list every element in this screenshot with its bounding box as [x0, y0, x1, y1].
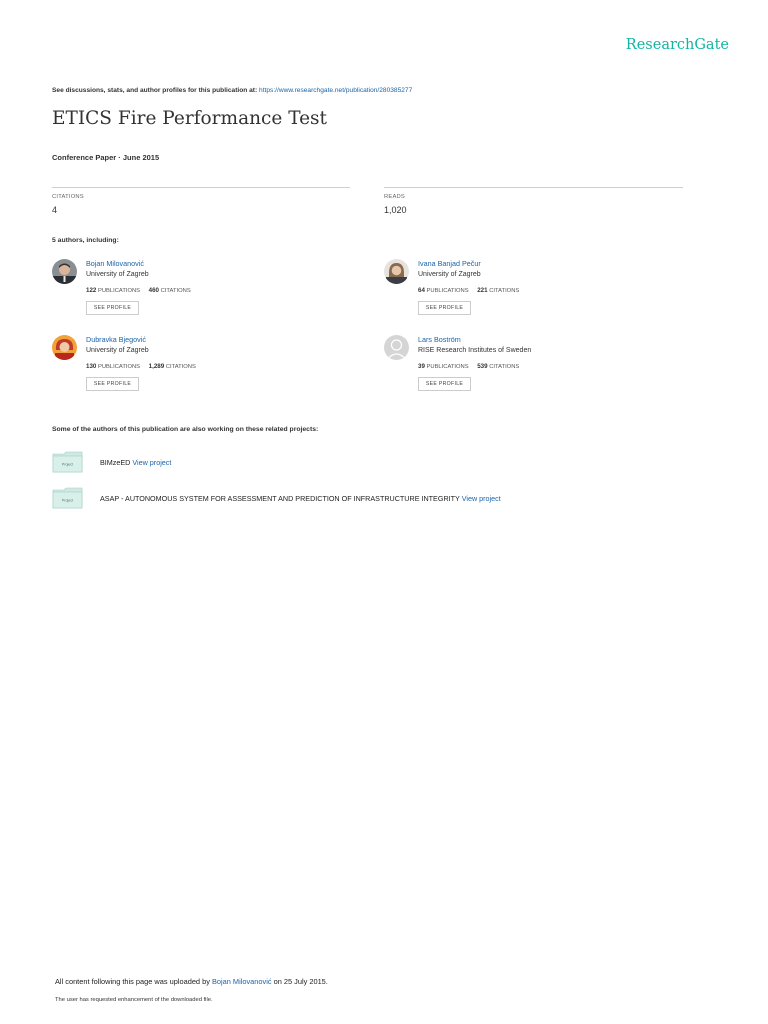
citations-count: 4: [52, 205, 58, 215]
researchgate-logo[interactable]: ResearchGate: [625, 37, 729, 53]
project-line: [100, 458, 171, 467]
citations-label: CITATIONS: [52, 194, 84, 200]
see-profile-button[interactable]: SEE PROFILE: [418, 301, 471, 315]
author-card: [52, 335, 352, 397]
publication-title: ETICS Fire Performance Test: [52, 108, 327, 129]
author-stats: [418, 363, 519, 370]
avatar[interactable]: [52, 335, 77, 360]
author-stats: [86, 287, 191, 294]
publications-count: 122: [86, 287, 97, 294]
see-profile-button[interactable]: SEE PROFILE: [418, 377, 471, 391]
discussion-line: [52, 87, 412, 94]
author-card: [384, 335, 684, 397]
author-institution: University of Zagreb: [86, 347, 149, 354]
project-icon-label: Project: [61, 498, 74, 503]
avatar[interactable]: [384, 259, 409, 284]
reads-count: 1,020: [384, 205, 407, 215]
author-name-link[interactable]: Dubravka Bjegović: [86, 335, 146, 344]
publications-label: PUBLICATIONS: [426, 288, 469, 294]
publications-label: PUBLICATIONS: [426, 364, 469, 370]
authors-heading: 5 authors, including:: [52, 237, 119, 244]
conference-info: Conference Paper · June 2015: [52, 153, 160, 162]
citations-count: 221: [477, 287, 488, 294]
publications-count: 64: [418, 287, 425, 294]
divider-reads: [384, 187, 683, 188]
citations-count: 539: [477, 363, 488, 370]
upload-note: [55, 977, 328, 986]
upload-note-date: on 25 July 2015.: [273, 977, 328, 986]
see-profile-button[interactable]: SEE PROFILE: [86, 377, 139, 391]
publications-label: PUBLICATIONS: [97, 288, 141, 294]
view-project-link[interactable]: View project: [461, 494, 501, 503]
author-institution: RISE Research Institutes of Sweden: [418, 347, 532, 354]
reads-label: READS: [384, 194, 405, 200]
author-name-link[interactable]: Bojan Milovanović: [86, 259, 144, 268]
author-card: [52, 259, 352, 321]
citations-count: 1,289: [148, 363, 165, 370]
publications-count: 39: [418, 363, 425, 370]
project-folder-icon: [52, 451, 83, 473]
project-line: [100, 494, 501, 503]
project-name: BIMzeED: [100, 458, 131, 467]
discussion-text: See discussions, stats, and author profiles for this publication at:: [52, 87, 258, 94]
see-profile-button[interactable]: SEE PROFILE: [86, 301, 139, 315]
publications-count: 130: [86, 363, 97, 370]
author-institution: University of Zagreb: [418, 271, 481, 278]
upload-note-prefix: All content following this page was uploaded by: [55, 977, 210, 986]
uploader-link[interactable]: Bojan Milovanović: [211, 977, 272, 986]
author-name-link[interactable]: Lars Boström: [418, 335, 461, 344]
project-item: [52, 487, 742, 511]
publications-label: PUBLICATIONS: [97, 364, 141, 370]
project-item: [52, 451, 742, 475]
project-folder-icon: [52, 487, 83, 509]
view-project-link[interactable]: View project: [132, 458, 172, 467]
author-stats: [418, 287, 519, 294]
avatar[interactable]: [384, 335, 409, 360]
publication-url-link[interactable]: https://www.researchgate.net/publication/280385277: [259, 87, 413, 94]
avatar[interactable]: [52, 259, 77, 284]
citations-label: CITATIONS: [160, 288, 191, 294]
citations-count: 460: [148, 287, 159, 294]
project-name: ASAP - AUTONOMOUS SYSTEM FOR ASSESSMENT AND PREDICTION OF INFRASTRUCTURE INTEGRITY: [100, 494, 460, 503]
project-icon-label: Project: [61, 462, 74, 467]
author-card: [384, 259, 684, 321]
enhancement-note: The user has requested enhancement of the downloaded file.: [55, 997, 213, 1003]
related-projects-heading: Some of the authors of this publication are also working on these related projects:: [52, 426, 319, 433]
author-institution: University of Zagreb: [86, 271, 149, 278]
citations-label: CITATIONS: [489, 288, 520, 294]
citations-label: CITATIONS: [165, 364, 196, 370]
citations-label: CITATIONS: [489, 364, 520, 370]
author-name-link[interactable]: Ivana Banjad Pečur: [418, 259, 481, 268]
divider-citations: [52, 187, 350, 188]
author-stats: [86, 363, 196, 370]
